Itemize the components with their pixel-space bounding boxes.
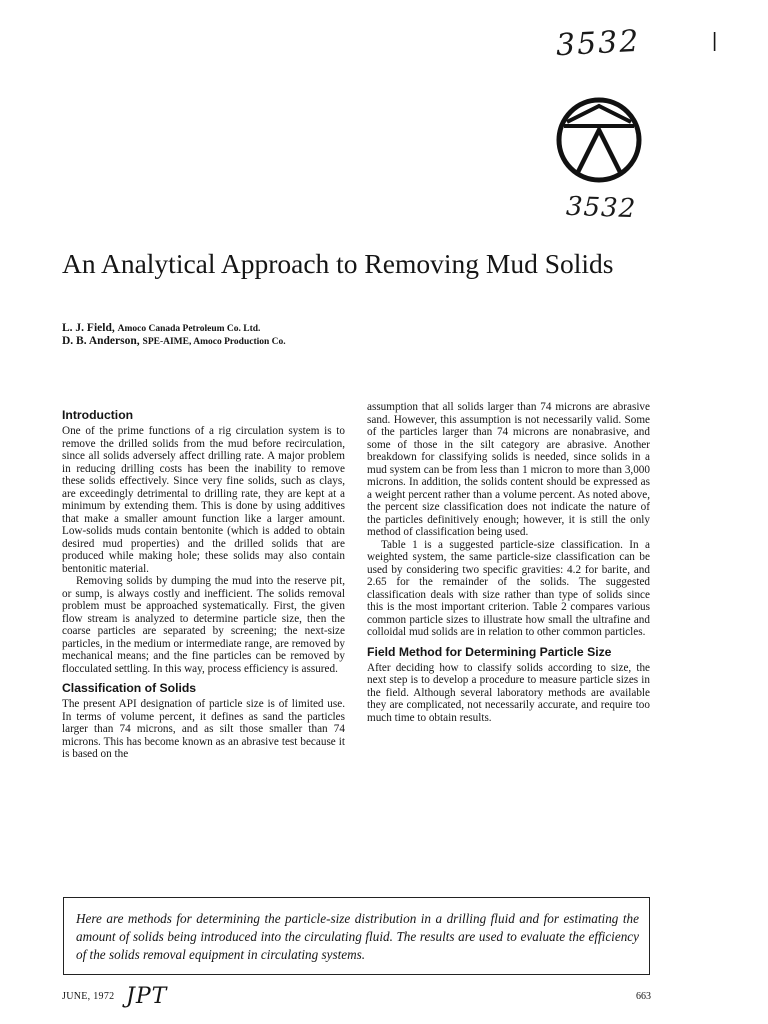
left-column bbox=[62, 408, 345, 761]
author-name: L. J. Field, bbox=[62, 322, 115, 334]
body-paragraph: One of the prime functions of a rig circulation system is to remove the drilled solids from the mud before recirculation, since all solids adversely affect drilling rate. A major problem in reducing drilling costs has been the inability to remove these solids effectively. Since very fine solids, such as clays, are exceedingly detrimental to drilling rate, they are kept at a minimum by extending them. This is done by using additives that make a smaller amount function like a larger amount. Low-solids muds contain bentonite (which is added to obtain desired mud properties) and the drilled solids that are produced while making hole; these solids may also contain bentonitic material. bbox=[62, 425, 345, 575]
body-paragraph: After deciding how to classify solids according to size, the next step is to develop a procedure to measure particle sizes in the field. Although several laboratory methods are available they are complicated, not necessarily accurate, and require too much time to obtain results. bbox=[367, 661, 650, 724]
abstract-box bbox=[63, 897, 650, 975]
author-name: D. B. Anderson, bbox=[62, 335, 140, 347]
author-line bbox=[62, 334, 286, 349]
right-column bbox=[367, 401, 650, 724]
body-paragraph: The present API designation of particle size is of limited use. In terms of volume percent, it defines as sand the particles larger than 74 microns, and as silt those smaller than 74 microns. This has become known as an abrasive test because it is based on the bbox=[62, 698, 345, 760]
section-heading-introduction: Introduction bbox=[62, 408, 134, 422]
journal-mark: JPT bbox=[126, 984, 168, 1009]
body-paragraph: assumption that all solids larger than 74 microns are abrasive sand. However, this assumption is not necessarily valid. Some of the particles larger than 74 microns are nonabrasive, and some of those in the silt category are abrasive. Another breakdown for classifying solids is needed, since solids in a mud system can be from less than 1 micron to more than 3,000 microns. In addition, the solids content should be expressed as a weight percent rather than a volume percent. As noted above, the percent size classification does not indicate the nature of the particles definitively enough; however, it is still the only method of classification being used. bbox=[367, 401, 650, 538]
handwritten-number-mid: 3532 bbox=[565, 191, 637, 225]
abstract-text: Here are methods for determining the particle-size distribution in a drilling fluid and for estimating the amount of solids being introduced into the circulating fluid. The results are used to evaluate the efficiency of the solids removal equipment in circulating systems. bbox=[76, 911, 639, 962]
page-mark: | bbox=[712, 30, 718, 52]
page-number: 663 bbox=[636, 991, 651, 1002]
section-heading-classification: Classification of Solids bbox=[62, 681, 197, 695]
footer-date: JUNE, 1972 bbox=[62, 991, 115, 1002]
section-heading-field-method: Field Method for Determining Particle Size bbox=[367, 644, 612, 659]
handwritten-number-top: 3532 bbox=[555, 23, 642, 64]
author-affiliation: SPE-AIME, Amoco Production Co. bbox=[142, 337, 286, 347]
body-paragraph: Table 1 is a suggested particle-size classification. In a weighted system, the same particle-size classification can be used by considering two specific gravities: 4.2 for barite, and 2.65 for the remainder of the solids. The suggested classification deals with size rather than type of solids since this is the most important criterion. Table 2 compares various common particle sizes to illustrate how small the ultrafine and colloidal mud solids are in relation to other common particles. bbox=[367, 538, 650, 638]
body-paragraph: Removing solids by dumping the mud into the reserve pit, or sump, is always costly and inefficient. The solids removal problem must be approached systematically. First, the given flow stream is analyzed to determine particle size, then the coarse particles are separated by screening; the next-size particles, in the medium or intermediate range, are removed by mechanical means; and the fine particles can be removed by flocculated settling. In this way, process efficiency is assured. bbox=[62, 575, 345, 675]
author-affiliation: Amoco Canada Petroleum Co. Ltd. bbox=[117, 324, 261, 334]
paper-title: An Analytical Approach to Removing Mud Solids bbox=[62, 248, 614, 279]
triangle-in-circle-logo bbox=[555, 92, 643, 186]
